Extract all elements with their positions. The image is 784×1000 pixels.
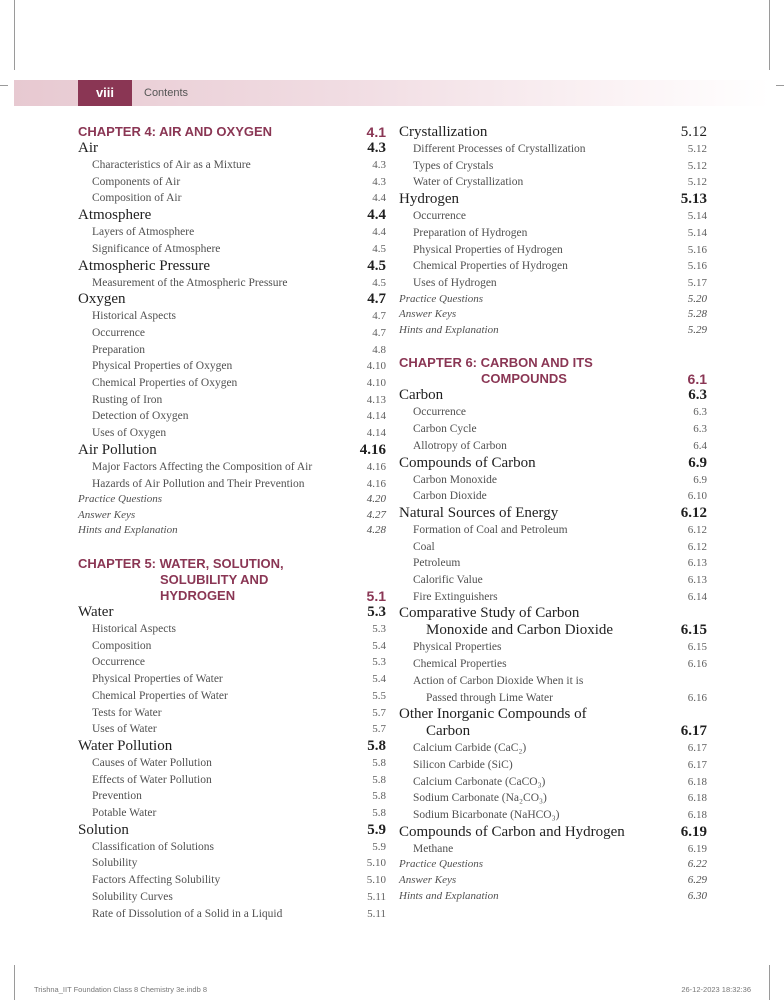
toc-subsection-page: 4.10 [366,377,386,390]
toc-subsection[interactable] [78,805,386,822]
toc-section[interactable] [399,622,707,639]
toc-back-matter[interactable] [399,857,707,873]
toc-back-matter-page: 5.28 [687,308,707,321]
toc-subsection[interactable] [399,790,707,807]
toc-subsection-title: Composition [92,639,152,652]
toc-subsection-title: Measurement of the Atmospheric Pressure [92,276,288,289]
toc-subsection[interactable] [78,224,386,241]
toc-subsection-title: Calorific Value [413,574,483,587]
toc-subsection[interactable] [399,572,707,589]
toc-chapter-title: CHAPTER 6: CARBON AND ITS [399,355,593,371]
toc-subsection-title: Action of Carbon Dioxide When it is [413,674,584,687]
toc-chapter-title: SOLUBILITY AND [160,572,269,588]
toc-subsection-title: Rusting of Iron [92,393,163,406]
toc-subsection[interactable] [78,839,386,856]
toc-back-matter-title: Practice Questions [399,292,484,305]
page-title: Contents [144,87,189,99]
toc-section-title: Monoxide and Carbon Dioxide [426,622,614,639]
toc-subsection-page: 6.4 [693,439,707,452]
toc-subsection-page: 6.18 [687,809,707,822]
toc-section-title: Natural Sources of Energy [399,504,559,521]
toc-back-matter[interactable] [78,523,386,539]
toc-subsection-title: Physical Properties [413,641,502,654]
toc-subsection-title: Occurrence [413,406,466,419]
toc-subsection[interactable] [78,855,386,872]
crop-mark [769,0,770,70]
toc-section-page: 4.5 [367,257,386,274]
toc-subsection[interactable] [399,275,707,292]
toc-gap [78,539,386,556]
toc-subsection-page: 6.17 [687,742,707,755]
toc-subsection-page: 6.16 [687,658,707,671]
toc-subsection-page: 6.17 [687,758,707,771]
toc-section-page: 5.9 [367,821,386,838]
toc-subsection-title: Carbon Dioxide [413,490,487,503]
toc-subsection-page: 4.8 [372,343,386,356]
toc-subsection-page: 4.10 [366,360,386,373]
toc-subsection[interactable] [399,522,707,539]
toc-section[interactable] [78,291,386,308]
toc-subsection-page: 5.8 [372,756,386,769]
toc-subsection[interactable] [78,241,386,258]
toc-subsection[interactable] [399,757,707,774]
toc-subsection-title: Formation of Coal and Petroleum [413,523,568,536]
toc-subsection-page: 4.14 [366,427,386,440]
toc-chapter[interactable] [399,355,707,371]
toc-subsection-page: 4.13 [366,393,386,406]
toc-subsection[interactable] [78,476,386,493]
toc-section-title: Water [78,604,114,621]
toc-section-title: Air [78,140,98,156]
toc-subsection-title: Solubility [92,857,138,870]
toc-subsection-page: 4.7 [372,310,386,323]
toc-gap [399,338,707,355]
toc-subsection[interactable] [399,404,707,421]
toc-subsection-page: 5.12 [687,159,707,172]
toc-section[interactable] [78,442,386,459]
toc-subsection-title: Occurrence [413,210,466,223]
crop-mark [0,85,8,86]
toc-chapter[interactable] [78,588,386,604]
toc-section-page: 4.16 [359,441,386,458]
toc-subsection-page: 5.16 [687,260,707,273]
toc-subsection-title: Water of Crystallization [413,176,524,189]
toc-subsection[interactable] [399,258,707,275]
toc-subsection-title: Composition of Air [92,192,182,205]
toc-subsection-page: 6.19 [687,842,707,855]
toc-back-matter-page: 6.29 [687,874,707,887]
toc-subsection[interactable] [399,242,707,259]
toc-section[interactable] [399,124,707,141]
toc-subsection[interactable] [399,690,707,707]
toc-subsection-page: 4.16 [366,477,386,490]
toc-section-page: 5.8 [367,737,386,754]
toc-chapter-title: CHAPTER 5: WATER, SOLUTION, [78,556,284,572]
crop-mark [769,965,770,1000]
toc-subsection[interactable] [399,539,707,556]
toc-subsection[interactable] [78,375,386,392]
toc-back-matter-page: 4.27 [366,508,386,521]
toc-section-page: 6.19 [680,823,707,840]
toc-subsection-page: 5.10 [366,857,386,870]
toc-section-title: Comparative Study of Carbon [399,605,580,622]
toc-subsection-title: Chemical Properties of Hydrogen [413,260,568,273]
toc-subsection[interactable] [399,656,707,673]
toc-section[interactable] [399,723,707,740]
toc-back-matter[interactable] [399,292,707,308]
toc-back-matter[interactable] [399,323,707,339]
toc-subsection-title: Chemical Properties [413,658,507,671]
toc-subsection[interactable] [399,225,707,242]
toc-subsection[interactable] [78,392,386,409]
toc-subsection[interactable] [78,788,386,805]
toc-section[interactable] [399,605,707,622]
toc-back-matter-title: Answer Keys [399,874,457,887]
toc-section[interactable] [78,140,386,157]
toc-subsection-page: 5.17 [687,276,707,289]
toc-back-matter-page: 6.22 [687,858,707,871]
toc-section-page: 6.17 [680,723,707,740]
toc-section[interactable] [78,822,386,839]
toc-subsection[interactable] [78,275,386,292]
toc-subsection-page: 6.18 [687,792,707,805]
toc-subsection-page: 5.11 [367,907,386,920]
toc-subsection-page: 4.4 [372,192,386,205]
toc-section[interactable] [399,191,707,208]
toc-subsection-page: 5.3 [372,656,386,669]
toc-section-title: Atmospheric Pressure [78,257,211,274]
toc-subsection[interactable] [399,208,707,225]
toc-subsection-page: 6.13 [687,557,707,570]
toc-subsection-title: Rate of Dissolution of a Solid in a Liquid [92,907,283,920]
toc-subsection-title: Physical Properties of Water [92,673,223,686]
toc-subsection[interactable] [399,807,707,824]
toc-back-matter-page: 4.20 [366,493,386,506]
toc-section-page: 6.9 [688,454,707,471]
toc-subsection-page: 5.4 [372,673,386,686]
toc-subsection-page: 5.12 [687,176,707,189]
toc-section[interactable] [78,604,386,621]
toc-subsection-page: 5.8 [372,790,386,803]
toc-subsection[interactable] [78,638,386,655]
toc-subsection[interactable] [399,158,707,175]
toc-section-title: Other Inorganic Compounds of [399,706,587,723]
toc-section[interactable] [399,455,707,472]
toc-subsection[interactable] [399,639,707,656]
toc-subsection-title: Allotropy of Carbon [413,439,507,452]
toc-subsection[interactable] [78,654,386,671]
toc-subsection-page: 6.14 [687,590,707,603]
toc-subsection-title: Calcium Carbonate (CaCO₃) [413,775,546,788]
toc-section-page: 4.7 [367,291,386,308]
toc-subsection-title: Carbon Monoxide [413,473,498,486]
crop-mark [14,965,15,1000]
toc-subsection-title: Types of Crystals [413,159,494,172]
toc-subsection[interactable] [399,472,707,489]
toc-subsection[interactable] [78,621,386,638]
toc-subsection-title: Methane [413,842,454,855]
toc-section-title: Air Pollution [78,441,157,458]
toc-section-page: 6.12 [680,504,707,521]
toc-subsection-title: Solubility Curves [92,890,173,903]
toc-chapter-title: COMPOUNDS [481,371,567,387]
toc-subsection-title: Silicon Carbide (SiC) [413,758,513,771]
toc-subsection[interactable] [78,174,386,191]
toc-subsection-title: Calcium Carbide (CaC₂) [413,742,527,755]
toc-subsection-title: Uses of Water [92,723,157,736]
toc-subsection-page: 4.3 [372,175,386,188]
toc-subsection-title: Coal [413,540,435,553]
toc-section-page: 5.3 [367,604,386,621]
toc-back-matter-page: 5.20 [687,292,707,305]
toc-subsection-page: 6.12 [687,540,707,553]
toc-back-matter-page: 4.28 [366,524,386,537]
toc-subsection-page: 6.16 [687,691,707,704]
toc-back-matter[interactable] [399,889,707,905]
toc-subsection[interactable] [399,555,707,572]
toc-subsection-page: 4.16 [366,460,386,473]
toc-subsection-title: Uses of Hydrogen [413,276,497,289]
toc-section-title: Solution [78,821,129,838]
toc-section-title: Crystallization [399,124,488,140]
toc-subsection-title: Classification of Solutions [92,840,215,853]
toc-subsection[interactable] [78,308,386,325]
toc-subsection-page: 5.7 [372,706,386,719]
toc-section-title: Carbon [399,387,444,404]
toc-subsection-title: Preparation of Hydrogen [413,226,528,239]
toc-section-title: Carbon [426,723,471,740]
toc-subsection-title: Occurrence [92,656,145,669]
page-number: viii [78,80,132,106]
toc-subsection-title: Detection of Oxygen [92,410,189,423]
toc-subsection-title: Layers of Atmosphere [92,226,195,239]
toc-chapter[interactable] [78,572,386,588]
toc-chapter[interactable] [78,124,386,140]
toc-section[interactable] [78,207,386,224]
toc-subsection[interactable] [399,421,707,438]
toc-back-matter-title: Hints and Explanation [78,524,178,537]
toc-subsection[interactable] [399,673,707,690]
toc-subsection-page: 5.5 [372,689,386,702]
toc-section-title: Water Pollution [78,737,173,754]
toc-subsection[interactable] [399,841,707,858]
toc-subsection-title: Historical Aspects [92,310,176,323]
toc-subsection[interactable] [78,889,386,906]
toc-back-matter-title: Hints and Explanation [399,323,499,336]
toc-section[interactable] [399,505,707,522]
toc-back-matter-page: 6.30 [687,889,707,902]
toc-section[interactable] [399,387,707,404]
toc-subsection-title: Occurrence [92,326,145,339]
toc-subsection-title: Sodium Bicarbonate (NaHCO₃) [413,809,560,822]
toc-subsection[interactable] [78,755,386,772]
toc-section-page: 5.12 [680,124,707,140]
toc-subsection-title: Sodium Carbonate (Na₂CO₃) [413,792,547,805]
toc-subsection[interactable] [78,358,386,375]
toc-subsection-page: 5.9 [372,840,386,853]
toc-subsection-title: Fire Extinguishers [413,590,498,603]
toc-subsection-page: 5.14 [687,210,707,223]
toc-subsection-page: 4.7 [372,326,386,339]
toc-subsection-title: Effects of Water Pollution [92,773,212,786]
toc-subsection[interactable] [399,141,707,158]
toc-subsection-page: 6.12 [687,523,707,536]
toc-subsection[interactable] [78,408,386,425]
toc-subsection[interactable] [399,589,707,606]
toc-subsection-title: Uses of Oxygen [92,427,167,440]
toc-subsection-page: 5.4 [372,639,386,652]
toc-subsection[interactable] [78,906,386,923]
toc-back-matter[interactable] [78,508,386,524]
toc-subsection[interactable] [399,438,707,455]
toc-back-matter-title: Answer Keys [399,308,457,321]
toc-section[interactable] [78,258,386,275]
toc-subsection-title: Hazards of Air Pollution and Their Prevention [92,477,305,490]
toc-back-matter-title: Hints and Explanation [399,889,499,902]
toc-subsection-page: 4.14 [366,410,386,423]
toc-subsection-title: Prevention [92,790,142,803]
toc-subsection-page: 4.5 [372,242,386,255]
toc-subsection-title: Different Processes of Crystallization [413,143,586,155]
toc-subsection-title: Chemical Properties of Oxygen [92,377,238,390]
toc-subsection-title: Components of Air [92,175,181,188]
toc-section-title: Compounds of Carbon and Hydrogen [399,823,625,840]
toc-subsection[interactable] [399,774,707,791]
toc-chapter-page: 6.1 [687,371,707,388]
toc-subsection[interactable] [78,157,386,174]
toc-subsection-page: 5.10 [366,874,386,887]
toc-subsection-title: Significance of Atmosphere [92,242,221,255]
toc-section-page: 4.3 [367,140,386,156]
toc-subsection-title: Physical Properties of Oxygen [92,360,233,373]
toc-subsection-page: 5.16 [687,243,707,256]
toc-subsection-title: Preparation [92,343,146,356]
toc-subsection-title: Causes of Water Pollution [92,756,212,769]
toc-section-page: 6.15 [680,622,707,639]
toc-subsection[interactable] [399,174,707,191]
toc-subsection[interactable] [78,772,386,789]
toc-subsection[interactable] [78,671,386,688]
crop-mark [14,0,15,70]
toc-subsection-title: Tests for Water [92,706,162,719]
toc-subsection-page: 5.3 [372,623,386,636]
toc-subsection[interactable] [78,705,386,722]
toc-subsection-page: 4.4 [372,226,386,239]
toc-back-matter[interactable] [399,873,707,889]
toc-chapter-page: 5.1 [366,588,386,605]
toc-section-page: 6.3 [688,387,707,404]
toc-subsection-page: 5.11 [367,890,386,903]
footer-file-name: Trishna_IIT Foundation Class 8 Chemistry 3e.indb 8 [34,985,208,994]
toc-section[interactable] [399,824,707,841]
toc-subsection-page: 6.3 [693,406,707,419]
toc-subsection[interactable] [399,488,707,505]
toc-subsection-title: Major Factors Affecting the Composition of Air [92,460,313,473]
toc-subsection-title: Characteristics of Air as a Mixture [92,159,251,171]
toc-chapter-title: HYDROGEN [160,588,236,604]
toc-subsection-title: Chemical Properties of Water [92,689,228,702]
toc-section-title: Oxygen [78,291,126,308]
toc-subsection[interactable] [78,688,386,705]
toc-section-page: 4.4 [367,207,386,224]
toc-left-column [78,124,386,922]
toc-section-page: 5.13 [680,191,707,208]
toc-back-matter-title: Practice Questions [399,858,484,871]
toc-subsection[interactable] [78,425,386,442]
toc-subsection-title: Passed through Lime Water [426,691,553,704]
toc-subsection-page: 5.12 [687,143,707,155]
toc-subsection-page: 6.13 [687,574,707,587]
toc-subsection-page: 6.10 [687,490,707,503]
toc-section-title: Compounds of Carbon [399,454,536,471]
toc-subsection-page: 6.15 [687,641,707,654]
footer-timestamp: 26-12-2023 18:32:36 [681,985,751,994]
toc-back-matter-title: Practice Questions [78,493,163,506]
toc-back-matter-page: 5.29 [687,323,707,336]
toc-section[interactable] [399,706,707,723]
toc-subsection-title: Physical Properties of Hydrogen [413,243,563,256]
toc-subsection-page: 6.18 [687,775,707,788]
crop-mark [776,85,784,86]
toc-chapter-title: CHAPTER 4: AIR AND OXYGEN [78,124,273,139]
toc-subsection-page: 6.3 [693,423,707,436]
toc-subsection[interactable] [78,721,386,738]
toc-subsection-title: Potable Water [92,807,157,820]
toc-chapter-page: 4.1 [366,124,386,140]
toc-subsection-title: Historical Aspects [92,623,176,636]
toc-subsection[interactable] [78,190,386,207]
toc-subsection-title: Petroleum [413,557,461,570]
toc-back-matter-title: Answer Keys [78,508,136,521]
toc-subsection[interactable] [78,342,386,359]
toc-right-column [399,124,707,904]
toc-subsection-page: 5.14 [687,226,707,239]
toc-subsection-page: 5.8 [372,807,386,820]
toc-section-title: Hydrogen [399,191,459,208]
toc-section[interactable] [78,738,386,755]
toc-chapter[interactable] [399,371,707,387]
toc-subsection-page: 5.7 [372,723,386,736]
toc-subsection-title: Factors Affecting Solubility [92,874,221,887]
toc-subsection-page: 5.8 [372,773,386,786]
toc-subsection[interactable] [399,740,707,757]
toc-back-matter[interactable] [78,492,386,508]
toc-section-title: Atmosphere [78,207,152,224]
toc-chapter[interactable] [78,556,386,572]
toc-subsection-page: 4.5 [372,276,386,289]
toc-back-matter[interactable] [399,307,707,323]
toc-subsection-page: 4.3 [372,159,386,171]
toc-subsection[interactable] [78,872,386,889]
toc-subsection[interactable] [78,459,386,476]
toc-subsection[interactable] [78,325,386,342]
toc-subsection-title: Carbon Cycle [413,423,477,436]
toc-subsection-page: 6.9 [693,473,707,486]
